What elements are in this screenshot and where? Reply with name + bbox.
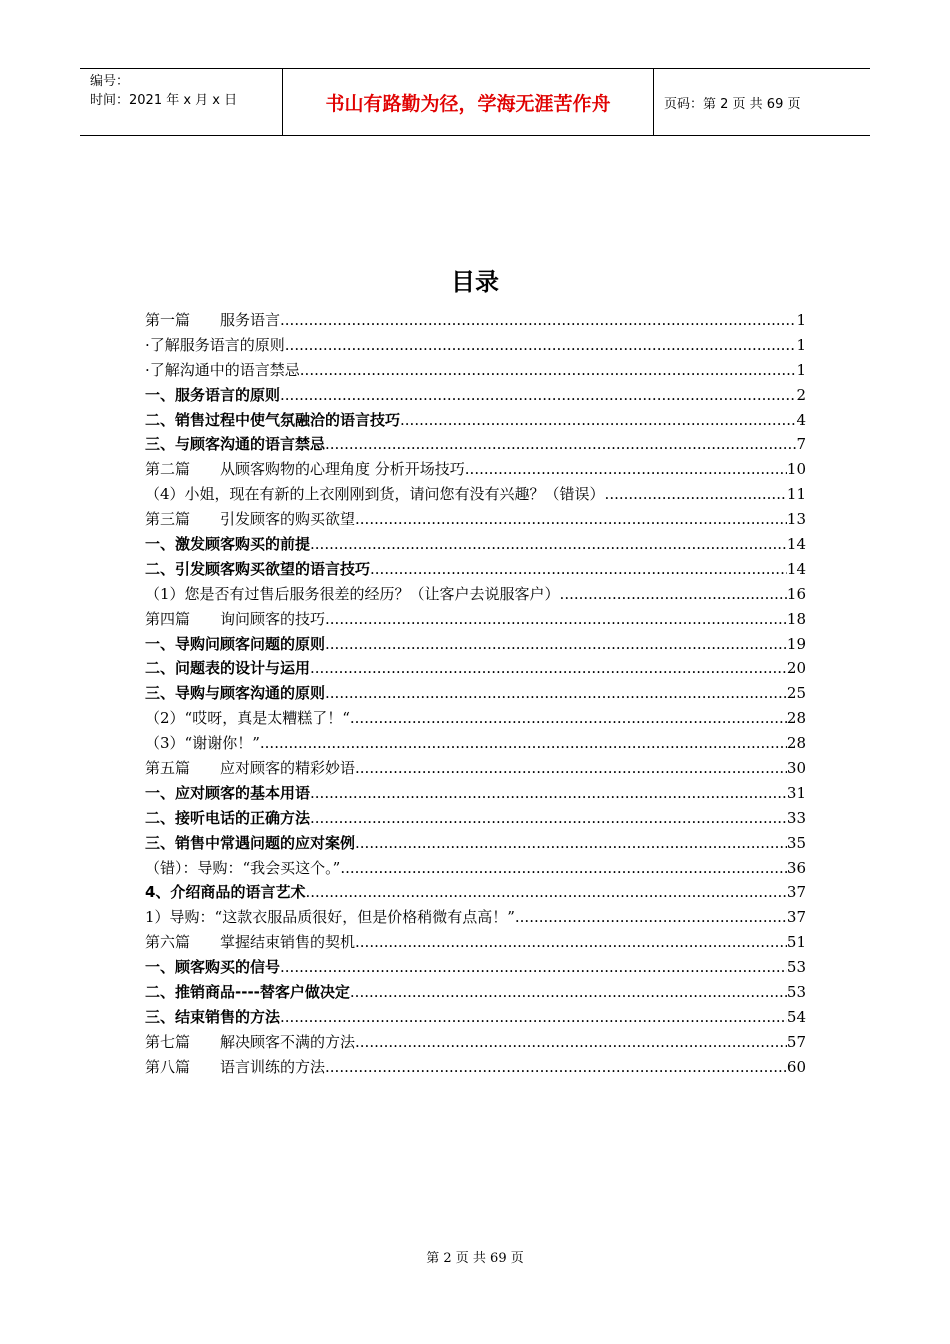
toc-dot-leader bbox=[340, 859, 787, 877]
toc-dot-leader bbox=[310, 784, 787, 802]
toc-entry[interactable] bbox=[145, 309, 806, 334]
toc-entry[interactable] bbox=[145, 1056, 806, 1081]
toc-entry-page: 16 bbox=[786, 584, 806, 603]
toc-entry-page: 53 bbox=[786, 983, 806, 1002]
toc-entry-page: 18 bbox=[786, 609, 806, 628]
toc-dot-leader bbox=[285, 336, 797, 354]
toc-entry[interactable] bbox=[145, 433, 806, 458]
toc-entry-page: 36 bbox=[786, 858, 806, 877]
toc-entry-text: 一、顾客购买的信号 bbox=[145, 958, 281, 977]
document-number-label: 编号： bbox=[90, 74, 130, 89]
toc-dot-leader bbox=[280, 958, 787, 976]
toc-entry-text: （3）“谢谢你！” bbox=[145, 734, 260, 753]
toc-entry-text: （错）：导购：“我会买这个。” bbox=[145, 858, 341, 877]
toc-dot-leader bbox=[310, 535, 787, 553]
toc-entry-page: 1 bbox=[796, 360, 806, 379]
toc-entry-text: 三、导购与顾客沟通的原则 bbox=[145, 684, 326, 703]
toc-entry-text: 第五篇 应对顾客的精彩妙语 bbox=[145, 759, 356, 778]
toc-entry-text: （4）小姐，现在有新的上衣刚刚到货，请问您有没有兴趣？（错误） bbox=[145, 485, 605, 504]
toc-entry-text: 第一篇 服务语言 bbox=[145, 311, 281, 329]
toc-dot-leader bbox=[370, 560, 787, 578]
toc-entry-page: 4 bbox=[796, 410, 806, 429]
toc-dot-leader bbox=[605, 485, 787, 503]
toc-entry-text: ·了解沟通中的语言禁忌 bbox=[145, 360, 300, 379]
toc-entry[interactable] bbox=[145, 1031, 806, 1056]
toc-entry-page: 51 bbox=[786, 933, 806, 952]
toc-dot-leader bbox=[355, 933, 787, 951]
toc-dot-leader bbox=[350, 709, 787, 727]
toc-entry[interactable] bbox=[145, 782, 806, 807]
toc-dot-leader bbox=[280, 311, 796, 329]
toc-entry[interactable] bbox=[145, 583, 806, 608]
toc-entry[interactable] bbox=[145, 807, 806, 832]
toc-title: 目录 bbox=[451, 268, 499, 296]
toc-entry-page: 14 bbox=[786, 559, 806, 578]
toc-dot-leader bbox=[305, 883, 786, 901]
toc-entry-page: 31 bbox=[786, 783, 806, 802]
toc-entry[interactable] bbox=[145, 608, 806, 633]
toc-entry[interactable] bbox=[145, 458, 806, 483]
toc-entry[interactable] bbox=[145, 906, 806, 931]
toc-entry-text: 二、接听电话的正确方法 bbox=[145, 808, 311, 827]
toc-dot-leader bbox=[300, 361, 797, 379]
toc-entry-page: 11 bbox=[786, 485, 806, 504]
toc-entry-text: 第七篇 解决顾客不满的方法 bbox=[145, 1032, 356, 1051]
toc-entry-text: 二、销售过程中使气氛融洽的语言技巧 bbox=[145, 410, 401, 429]
toc-entry-text: 三、销售中常遇问题的应对案例 bbox=[145, 833, 356, 852]
header-meta bbox=[80, 69, 282, 135]
toc-entry-text: 第二篇 从顾客购物的心理角度 分析开场技巧 bbox=[145, 460, 465, 479]
toc-entry-text: 二、引发顾客购买欲望的语言技巧 bbox=[145, 559, 371, 578]
toc-entry[interactable] bbox=[145, 956, 806, 981]
toc-entry-page: 54 bbox=[786, 1007, 806, 1026]
toc-entry-text: 1）导购：“这款衣服品质很好，但是价格稍微有点高！” bbox=[145, 908, 515, 927]
toc-entry[interactable] bbox=[145, 981, 806, 1006]
toc-entry[interactable] bbox=[145, 409, 806, 434]
toc-entry[interactable] bbox=[145, 508, 806, 533]
toc-entry[interactable] bbox=[145, 707, 806, 732]
toc-entry-text: （1）您是否有过售后服务很差的经历？（让客户去说服客户） bbox=[145, 584, 560, 603]
toc-entry-page: 19 bbox=[786, 634, 806, 653]
toc-entry-page: 25 bbox=[786, 684, 806, 703]
toc-dot-leader bbox=[310, 809, 787, 827]
toc-entry[interactable] bbox=[145, 483, 806, 508]
toc-dot-leader bbox=[355, 759, 787, 777]
toc-entry[interactable] bbox=[145, 931, 806, 956]
page-header bbox=[80, 68, 870, 136]
toc-entry-page: 14 bbox=[786, 535, 806, 554]
toc-entry-page: 20 bbox=[786, 659, 806, 678]
toc-entry-page: 37 bbox=[786, 908, 806, 927]
toc-entry-text: 第八篇 语言训练的方法 bbox=[145, 1057, 326, 1076]
toc-dot-leader bbox=[465, 460, 787, 478]
toc-entry-page: 10 bbox=[786, 460, 806, 479]
toc-entry[interactable] bbox=[145, 732, 806, 757]
toc-entry-text: 一、导购问顾客问题的原则 bbox=[145, 634, 326, 653]
toc-dot-leader bbox=[400, 411, 796, 429]
toc-dot-leader bbox=[325, 610, 787, 628]
toc-entry-text: 第三篇 引发顾客的购买欲望 bbox=[145, 510, 356, 529]
toc-entry[interactable] bbox=[145, 1006, 806, 1031]
toc-dot-leader bbox=[325, 684, 787, 702]
document-time: 时间：2021 年 x 月 x 日 bbox=[90, 93, 238, 108]
toc-dot-leader bbox=[325, 435, 796, 453]
toc-dot-leader bbox=[280, 1008, 787, 1026]
toc-entry[interactable] bbox=[145, 359, 806, 384]
toc-dot-leader bbox=[560, 585, 787, 603]
toc-entry-text: 二、推销商品----替客户做决定 bbox=[145, 983, 350, 1002]
toc-entry-page: 7 bbox=[796, 435, 806, 454]
toc-dot-leader bbox=[310, 659, 787, 677]
toc-entry-page: 30 bbox=[786, 759, 806, 778]
toc-entry-page: 57 bbox=[786, 1032, 806, 1051]
toc-entry-text: 一、应对顾客的基本用语 bbox=[145, 783, 311, 802]
toc-entry[interactable] bbox=[145, 757, 806, 782]
toc-entry[interactable] bbox=[145, 384, 806, 409]
toc-entry[interactable] bbox=[145, 857, 806, 882]
toc-dot-leader bbox=[350, 983, 787, 1001]
toc-dot-leader bbox=[280, 386, 796, 404]
toc-dot-leader bbox=[260, 734, 787, 752]
toc-entry[interactable] bbox=[145, 657, 806, 682]
toc-entry-text: 一、服务语言的原则 bbox=[145, 385, 281, 404]
toc-entry-page: 33 bbox=[786, 808, 806, 827]
toc-entry-page: 1 bbox=[796, 335, 806, 354]
toc-entry[interactable] bbox=[145, 832, 806, 857]
toc-entry-page: 53 bbox=[786, 958, 806, 977]
toc-entry[interactable] bbox=[145, 558, 806, 583]
toc-entry-page: 28 bbox=[786, 734, 806, 753]
toc-dot-leader bbox=[325, 635, 787, 653]
toc-entry[interactable] bbox=[145, 633, 806, 658]
toc-entry-text: 三、与顾客沟通的语言禁忌 bbox=[145, 435, 326, 454]
toc-dot-leader bbox=[355, 510, 787, 528]
toc-dot-leader bbox=[355, 1033, 787, 1051]
table-of-contents bbox=[145, 309, 806, 1081]
toc-entry-page: 28 bbox=[786, 709, 806, 728]
toc-dot-leader bbox=[325, 1058, 787, 1076]
toc-dot-leader bbox=[355, 834, 787, 852]
toc-dot-leader bbox=[515, 908, 787, 926]
toc-entry-page: 13 bbox=[786, 510, 806, 529]
toc-entry-text: （2）“哎呀，真是太糟糕了！“ bbox=[145, 709, 350, 728]
page-footer: 第 2 页 共 69 页 bbox=[426, 1251, 524, 1266]
toc-entry-text: 第四篇 询问顾客的技巧 bbox=[145, 609, 326, 628]
toc-entry-text: ·了解服务语言的原则 bbox=[145, 335, 285, 354]
toc-entry-page: 35 bbox=[786, 833, 806, 852]
toc-entry-text: 4、介绍商品的语言艺术 bbox=[145, 883, 306, 902]
toc-entry-text: 一、激发顾客购买的前提 bbox=[145, 535, 311, 554]
toc-entry-page: 1 bbox=[796, 311, 806, 329]
toc-entry-page: 60 bbox=[786, 1057, 806, 1076]
toc-entry[interactable] bbox=[145, 682, 806, 707]
toc-entry-text: 二、问题表的设计与运用 bbox=[145, 659, 311, 678]
header-page-info: 页码：第 2 页 共 69 页 bbox=[664, 96, 801, 112]
toc-entry-page: 37 bbox=[786, 883, 806, 902]
header-motto: 书山有路勤为径，学海无涯苦作舟 bbox=[282, 69, 654, 135]
toc-entry[interactable] bbox=[145, 533, 806, 558]
toc-entry-text: 第六篇 掌握结束销售的契机 bbox=[145, 933, 356, 952]
toc-entry-text: 三、结束销售的方法 bbox=[145, 1007, 281, 1026]
toc-entry[interactable] bbox=[145, 334, 806, 359]
toc-entry[interactable] bbox=[145, 881, 806, 906]
toc-entry-page: 2 bbox=[796, 385, 806, 404]
